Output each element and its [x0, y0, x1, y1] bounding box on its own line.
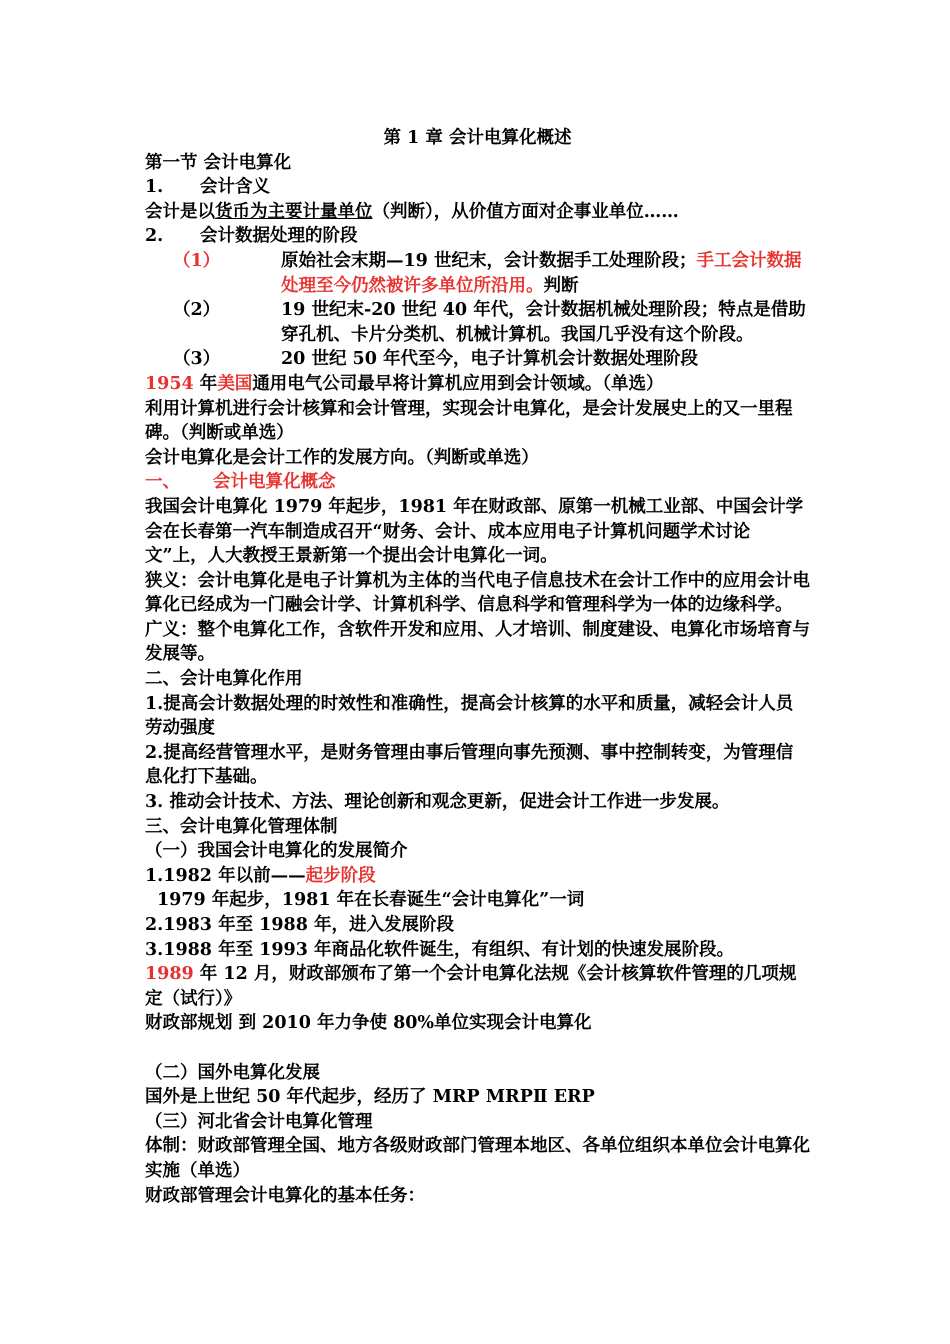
phase-3: 3.1988 年至 1993 年商品化软件诞生，有组织、有计划的快速发展阶段。 [145, 939, 734, 960]
stage-label: （2） [173, 300, 221, 321]
phase-1 [145, 864, 810, 889]
plan-2010: 财政部规划 到 2010 年力争使 80%单位实现会计电算化 [145, 1013, 592, 1034]
stage-label: （3） [173, 349, 221, 370]
history-paragraph: 我国会计电算化 1979 年起步，1981 年在财政部、原第一机械工业部、中国会计学会在长春第一汽车制造成召开“财务、会计、成本应用电子计算机问题学术讨论文”上，人大教授王景新第一个提出会计电算化一词。 [145, 496, 804, 567]
broad-definition: 广义：整个电算化工作，含软件开发和应用、人才培训、制度建设、电算化市场培育与发展等。 [145, 619, 810, 665]
stage-text-highlight: 手工会计数据处理至今仍然被许多单位所沿用。 [281, 250, 802, 296]
stage-text-tail: 判断 [543, 275, 579, 296]
chapter-title: 第 1 章 会计电算化概述 [383, 128, 572, 148]
role-item-1: 1.提高会计数据处理的时效性和准确性，提高会计核算的水平和质量，减轻会计人员劳动强度 [145, 693, 794, 739]
phase-1-detail: 1979 年起步，1981 年在长春诞生“会计电算化”一词 [157, 890, 585, 911]
stage-text-main: 原始社会末期—19 世纪末，会计数据手工处理阶段； [281, 250, 697, 271]
item-data-stages [145, 224, 810, 249]
role-item-2: 2.提高经营管理水平，是财务管理由事后管理向事先预测、事中控制转变，为管理信息化打下基础。 [145, 742, 794, 788]
stage-row-2 [173, 298, 810, 347]
stage-label: （1） [173, 250, 221, 271]
phase-1-highlight: 起步阶段 [305, 865, 376, 886]
subheading-hebei: （三）河北省会计电算化管理 [145, 1111, 373, 1132]
role-item-3: 3. 推动会计技术、方法、理论创新和观念更新，促进会计工作进一步发展。 [145, 792, 730, 813]
narrow-definition: 狭义：会计电算化是电子计算机为主体的当代电子信息技术在会计工作中的应用会计电算化已经成为一门融会计学、计算机科学、信息科学和管理科学为一体的边缘科学。 [145, 570, 810, 616]
fact-1989 [145, 962, 810, 1011]
year-1989: 1989 [145, 964, 194, 985]
subheading-foreign: （二）国外电算化发展 [145, 1062, 320, 1083]
subheading-domestic: （一）我国会计电算化的发展简介 [145, 841, 408, 862]
stage-row-1 [173, 249, 810, 298]
item-number: 2. [145, 226, 164, 247]
stage-text: 20 世纪 50 年代至今，电子计算机会计数据处理阶段 [281, 349, 698, 370]
phase-1-text: 1.1982 年以前—— [145, 865, 306, 886]
management-system: 体制：财政部管理全国、地方各级财政部门管理本地区、各单位组织本单位会计电算化实施（单选） [145, 1136, 810, 1181]
basic-tasks: 财政部管理会计电算化的基本任务： [145, 1185, 425, 1206]
item-label: 会计数据处理的阶段 [200, 226, 358, 247]
fact-1989-rest: 年 12 月，财政部颁布了第一个会计电算化法规《会计核算软件管理的几项规定（试行）》 [145, 964, 797, 1009]
fact-1954 [145, 372, 810, 397]
year-1954: 1954 [145, 373, 194, 394]
milestone-paragraph: 利用计算机进行会计核算和会计管理，实现会计电算化，是会计发展史上的又一里程碑。（判断或单选） [145, 398, 793, 444]
blank-line [145, 1036, 810, 1061]
concept-heading [145, 470, 810, 495]
document-page [145, 126, 810, 1208]
definition-suffix: （判断），从价值方面对企事业单位…… [372, 201, 679, 222]
phase-2: 2.1983 年至 1988 年，进入发展阶段 [145, 915, 454, 935]
stage-text: 19 世纪末-20 世纪 40 年代，会计数据机械处理阶段；特点是借助穿孔机、卡片分类机、机械计算机。我国几乎没有这个阶段。 [281, 300, 806, 345]
concept-label: 会计电算化概念 [213, 472, 336, 493]
concept-number: 一、 [145, 472, 180, 493]
fact-1954-rest: 通用电气公司最早将计算机应用到会计领域。（单选） [252, 373, 664, 394]
definition-underlined: 货币为主要计量单位 [215, 201, 373, 222]
stage-text [281, 249, 810, 298]
stage-row-3 [173, 347, 810, 372]
role-heading: 二、会计电算化作用 [145, 669, 303, 690]
country-usa: 美国 [217, 373, 253, 394]
item-number: 1. [145, 177, 164, 198]
foreign-development: 国外是上世纪 50 年代起步，经历了 MRP MRPⅡ ERP [145, 1087, 595, 1108]
fact-1954-year-suffix: 年 [193, 373, 218, 394]
direction-paragraph: 会计电算化是会计工作的发展方向。（判断或单选） [145, 447, 539, 468]
definition-prefix: 会计是以 [145, 201, 215, 222]
accounting-definition [145, 200, 810, 225]
item-label: 会计含义 [200, 177, 270, 198]
item-accounting-meaning [145, 175, 810, 200]
section-heading: 第一节 会计电算化 [145, 152, 292, 173]
management-heading: 三、会计电算化管理体制 [145, 816, 338, 837]
